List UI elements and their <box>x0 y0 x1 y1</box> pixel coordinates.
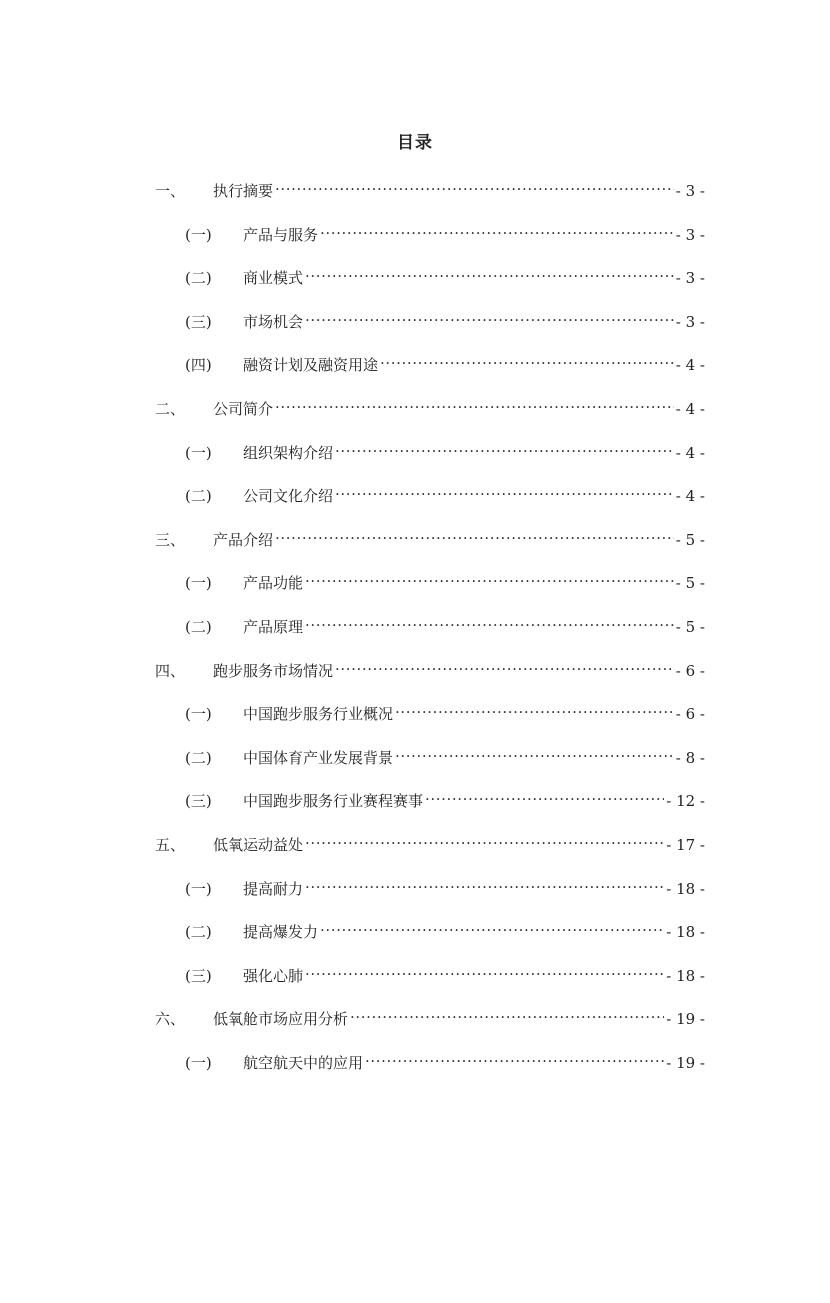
toc-entry[interactable] <box>155 523 705 549</box>
toc-entry[interactable] <box>155 828 705 854</box>
toc-entry-number: (三) <box>185 966 212 985</box>
toc-entry[interactable] <box>185 784 705 811</box>
toc-entry[interactable] <box>155 392 705 418</box>
toc-entry-number: (一) <box>185 705 212 724</box>
toc-entry-number: 一、 <box>155 182 186 200</box>
toc-entry[interactable] <box>155 174 705 200</box>
toc-entry-number: (一) <box>185 574 212 593</box>
toc-entry[interactable] <box>185 436 705 462</box>
toc-entry-page-number: - 18 - <box>666 879 705 898</box>
toc-entry-number: 三、 <box>155 530 186 549</box>
toc-dot-leader <box>305 828 664 850</box>
toc-dot-leader <box>305 261 674 283</box>
toc-dot-leader <box>305 566 674 588</box>
toc-entry-page-number: - 19 - <box>666 1010 705 1029</box>
toc-entry-number: (二) <box>185 748 212 767</box>
toc-entry-label: 低氧舱市场应用分析 <box>213 1010 349 1029</box>
toc-dot-leader <box>365 1046 664 1068</box>
toc-entry-number: (二) <box>185 618 212 636</box>
toc-entry-number: (三) <box>185 312 212 331</box>
toc-dot-leader <box>335 654 674 676</box>
toc-entry-page-number: - 4 - <box>675 443 705 462</box>
toc-entry-page-number: - 12 - <box>666 792 705 811</box>
toc-dot-leader <box>320 218 674 240</box>
toc-entry[interactable] <box>185 741 705 767</box>
toc-entry-label: 提高爆发力 <box>243 923 319 942</box>
toc-entry-label: 中国体育产业发展背景 <box>243 748 394 767</box>
toc-entry-number: 二、 <box>155 400 186 418</box>
toc-dot-leader <box>305 305 674 327</box>
toc-entry-label: 产品原理 <box>243 618 304 636</box>
toc-entry-label: 提高耐力 <box>243 879 304 898</box>
toc-entry-label: 强化心肺 <box>243 966 304 985</box>
toc-dot-leader <box>350 1002 664 1024</box>
toc-entry-label: 组织架构介绍 <box>243 443 334 462</box>
toc-entry[interactable] <box>155 654 705 680</box>
toc-entry-page-number: - 6 - <box>675 661 705 680</box>
toc-entry[interactable] <box>185 261 705 288</box>
toc-entry[interactable] <box>185 872 705 898</box>
toc-entry-label: 产品介绍 <box>213 530 274 549</box>
toc-entry-label: 公司文化介绍 <box>243 487 334 506</box>
toc-dot-leader <box>335 436 674 458</box>
toc-entry[interactable] <box>185 348 705 375</box>
toc-entry-page-number: - 6 - <box>675 705 705 724</box>
toc-entry-number: (二) <box>185 923 212 942</box>
toc-entry-number: (二) <box>185 269 212 288</box>
toc-dot-leader <box>320 915 664 937</box>
toc-entry-page-number: - 8 - <box>675 748 705 767</box>
toc-entry-number: (三) <box>185 792 212 811</box>
toc-entry-number: 五、 <box>155 836 186 854</box>
toc-entry[interactable] <box>185 1046 705 1072</box>
toc-entry-label: 航空航天中的应用 <box>243 1054 364 1072</box>
toc-entry-number: (一) <box>185 1054 212 1072</box>
toc-entry-label: 中国跑步服务行业赛程赛事 <box>243 792 424 811</box>
toc-dot-leader <box>335 479 674 501</box>
toc-entry[interactable] <box>185 915 705 942</box>
toc-dot-leader <box>275 392 674 414</box>
toc-entry[interactable] <box>155 1002 705 1029</box>
toc-dot-leader <box>305 872 664 894</box>
toc-entry-label: 跑步服务市场情况 <box>213 661 334 680</box>
toc-dot-leader <box>275 174 674 196</box>
toc-entry-page-number: - 5 - <box>675 530 705 549</box>
toc-title: 目录 <box>397 133 433 153</box>
toc-entry-number: (一) <box>185 225 212 244</box>
toc-entry[interactable] <box>185 697 705 724</box>
toc-entry-number: 四、 <box>155 661 186 680</box>
toc-entry-label: 执行摘要 <box>213 182 274 200</box>
toc-entry-label: 中国跑步服务行业概况 <box>243 705 394 724</box>
toc-dot-leader <box>275 523 674 545</box>
toc-entry-page-number: - 4 - <box>675 487 705 506</box>
toc-entry-page-number: - 3 - <box>675 312 705 331</box>
toc-entry[interactable] <box>185 610 705 636</box>
toc-entry-page-number: - 5 - <box>675 618 705 636</box>
toc-entry-page-number: - 3 - <box>675 182 705 200</box>
toc-entry-page-number: - 4 - <box>675 356 705 375</box>
toc-entry-number: (一) <box>185 443 212 462</box>
toc-entry[interactable] <box>185 959 705 985</box>
toc-dot-leader <box>395 697 674 719</box>
toc-entry-label: 公司简介 <box>213 400 274 418</box>
toc-entry-label: 商业模式 <box>243 269 304 288</box>
toc-dot-leader <box>425 784 664 806</box>
toc-entry[interactable] <box>185 566 705 593</box>
toc-entry-page-number: - 3 - <box>675 225 705 244</box>
toc-entry-page-number: - 17 - <box>666 836 705 854</box>
toc-entry-page-number: - 5 - <box>675 574 705 593</box>
toc-entry-label: 产品与服务 <box>243 225 319 244</box>
toc-entry-number: (二) <box>185 487 212 506</box>
toc-entry-page-number: - 19 - <box>666 1054 705 1072</box>
toc-dot-leader <box>305 959 664 981</box>
toc-entry-label: 低氧运动益处 <box>213 836 304 854</box>
toc-entry-page-number: - 4 - <box>675 400 705 418</box>
toc-entry-number: (四) <box>185 356 212 375</box>
toc-dot-leader <box>305 610 674 632</box>
toc-entry[interactable] <box>185 479 705 506</box>
toc-entry-page-number: - 18 - <box>666 966 705 985</box>
toc-entry-label: 市场机会 <box>243 312 304 331</box>
toc-entry-number: 六、 <box>155 1010 186 1029</box>
toc-entry-label: 产品功能 <box>243 574 304 593</box>
toc-dot-leader <box>395 741 674 763</box>
toc-entry[interactable] <box>185 218 705 244</box>
toc-entry-label: 融资计划及融资用途 <box>243 356 379 375</box>
toc-entry-number: (一) <box>185 879 212 898</box>
toc-dot-leader <box>380 348 674 370</box>
toc-entry-page-number: - 18 - <box>666 923 705 942</box>
toc-entry[interactable] <box>185 305 705 331</box>
toc-entry-page-number: - 3 - <box>675 269 705 288</box>
